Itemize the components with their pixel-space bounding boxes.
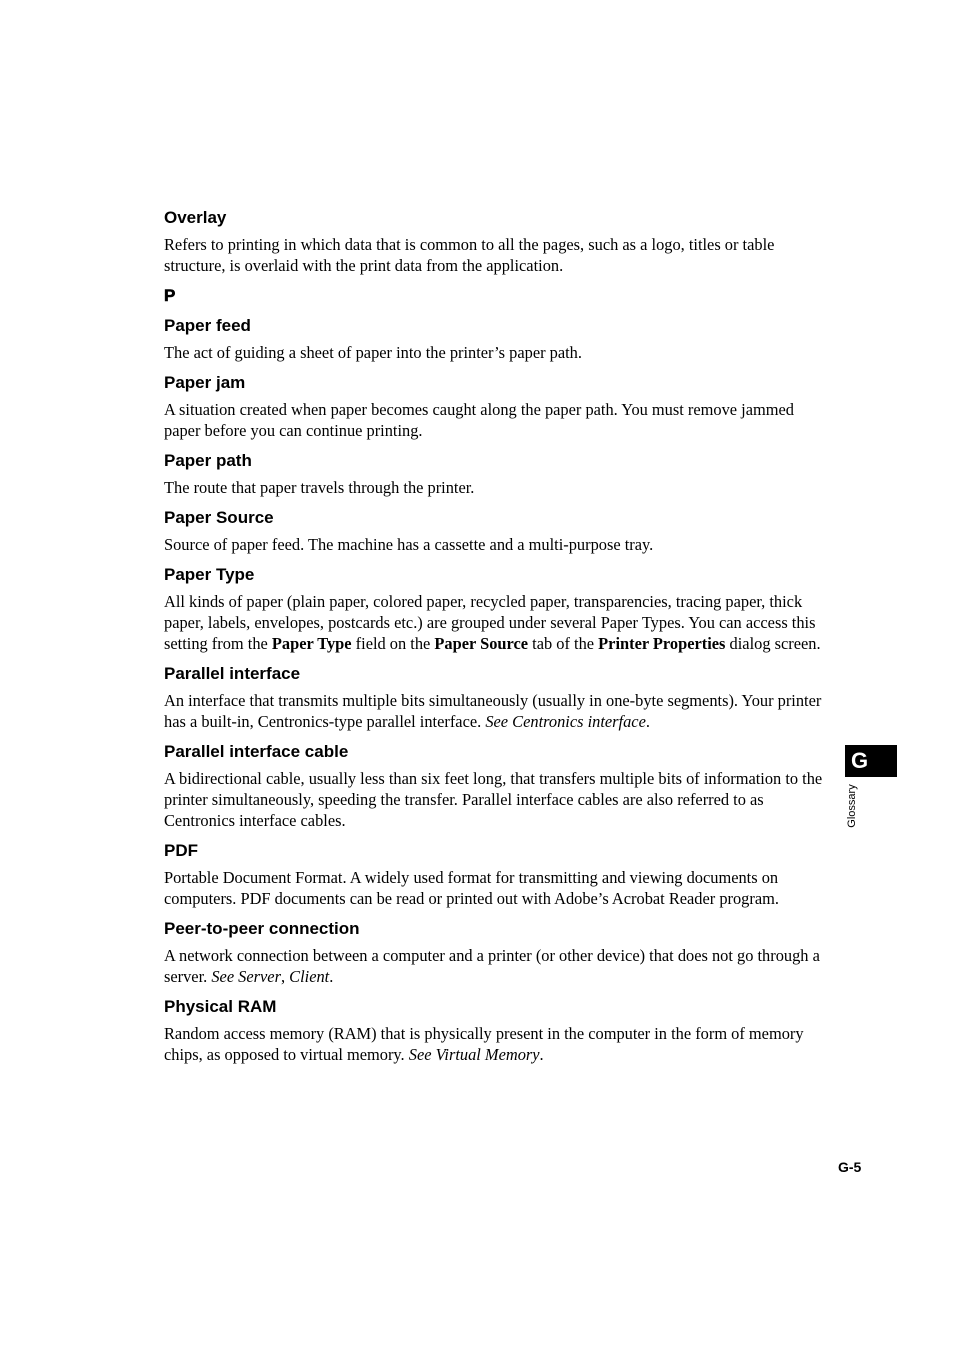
glossary-entry-parallel-interface <box>164 663 832 732</box>
entry-term: Peer-to-peer connection <box>164 919 360 938</box>
definition-text: An interface that transmits multiple bits simultaneously (usually in one-byte segments). Your printer has a built-in, Centronics-type parallel interface. <box>164 691 822 731</box>
entry-term: Paper path <box>164 451 252 470</box>
entry-term: Paper jam <box>164 373 246 392</box>
entry-term: Parallel interface cable <box>164 742 349 761</box>
ui-field-name: Paper Type <box>271 634 352 653</box>
definition-text: All kinds of paper (plain paper, colored paper, recycled paper, transparencies, tracing paper, thick paper, labels, envelopes, postcards etc.) are grouped under several Paper Types. You can access this setting from the <box>164 592 816 653</box>
glossary-entry-paper-source <box>164 507 832 555</box>
entry-term: Paper feed <box>164 316 251 335</box>
entry-definition <box>164 690 832 732</box>
definition-end: . <box>645 712 650 731</box>
glossary-entry-physical-ram <box>164 996 832 1065</box>
definition-text: tab of the <box>528 634 599 653</box>
see-reference: See Centronics interface <box>485 712 646 731</box>
entry-term: Parallel interface <box>164 664 301 683</box>
glossary-entry-pdf <box>164 840 832 909</box>
entry-term: Paper Type <box>164 565 255 584</box>
entry-term: Physical RAM <box>164 997 277 1016</box>
definition-end: . <box>329 967 334 986</box>
glossary-entry-peer-to-peer-connection <box>164 918 832 987</box>
chapter-tab <box>845 745 897 777</box>
see-reference: See Server <box>211 967 281 986</box>
entry-definition: The act of guiding a sheet of paper into the printer’s paper path. <box>164 343 582 362</box>
entry-definition <box>164 1023 832 1065</box>
see-reference: See Virtual Memory <box>408 1045 540 1064</box>
entry-definition: A situation created when paper becomes caught along the paper path. You must remove jammed paper before you can continue printing. <box>164 400 794 440</box>
entry-definition: Refers to printing in which data that is common to all the pages, such as a logo, titles or table structure, is overlaid with the print data from the application. <box>164 235 775 275</box>
glossary-content <box>164 207 832 1074</box>
entry-term: Paper Source <box>164 508 274 527</box>
entry-definition: A bidirectional cable, usually less than six feet long, that transfers multiple bits of information to the printer simultaneously, speeding the transfer. Parallel interface cables are also referred to as Centronics interface cables. <box>164 769 823 830</box>
entry-term: Overlay <box>164 208 227 227</box>
entry-definition: Portable Document Format. A widely used format for transmitting and viewing documents on computers. PDF documents can be read or printed out with Adobe’s Acrobat Reader program. <box>164 868 779 908</box>
definition-end: . <box>539 1045 544 1064</box>
page-number: G-5 <box>838 1159 862 1175</box>
entry-term: PDF <box>164 841 198 860</box>
chapter-tab-letter: G <box>851 748 869 773</box>
definition-text: dialog screen. <box>725 634 821 653</box>
definition-text: field on the <box>351 634 435 653</box>
entry-definition <box>164 945 832 987</box>
entry-definition: The route that paper travels through the printer. <box>164 478 475 497</box>
entry-definition: Source of paper feed. The machine has a cassette and a multi-purpose tray. <box>164 535 654 554</box>
glossary-entry-paper-path <box>164 450 832 498</box>
see-reference: Client <box>289 967 330 986</box>
section-letter: P <box>164 286 176 305</box>
ui-dialog-name: Printer Properties <box>598 634 726 653</box>
glossary-entry-paper-type <box>164 564 832 654</box>
definition-text: A network connection between a computer and a printer (or other device) that does not go through a server. <box>164 946 820 986</box>
definition-text: Random access memory (RAM) that is physically present in the computer in the form of memory chips, as opposed to virtual memory. <box>164 1024 804 1064</box>
entry-definition <box>164 591 832 654</box>
glossary-entry-parallel-interface-cable <box>164 741 832 831</box>
glossary-entry-paper-feed <box>164 315 832 363</box>
glossary-entry-overlay <box>164 207 832 276</box>
ui-tab-name: Paper Source <box>434 634 529 653</box>
glossary-entry-paper-jam <box>164 372 832 441</box>
reference-separator: , <box>280 967 290 986</box>
chapter-tab-label: Glossary <box>846 784 858 828</box>
